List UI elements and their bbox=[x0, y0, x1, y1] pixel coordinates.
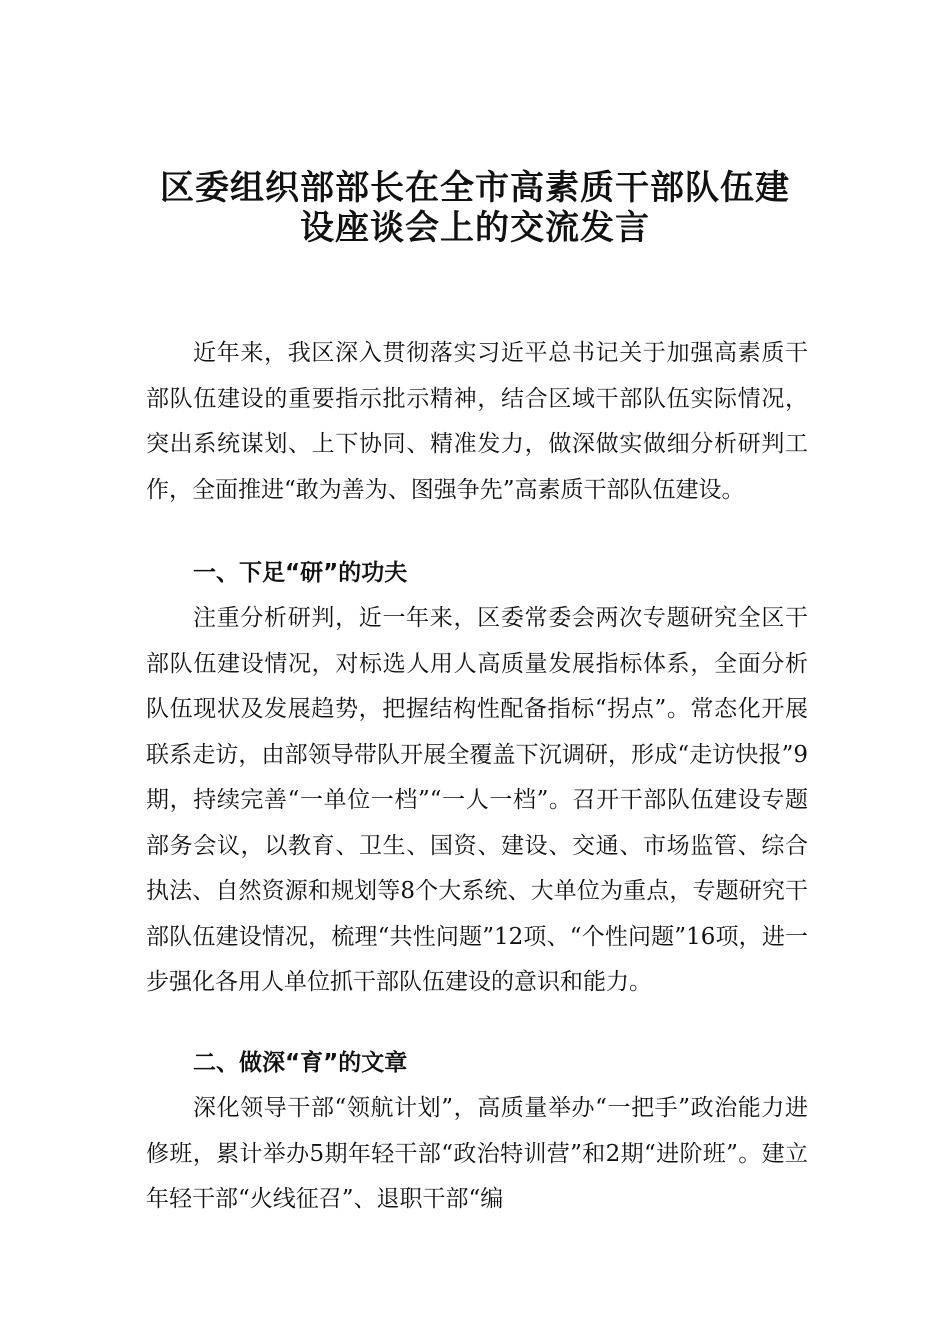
section-1-paragraph: 注重分析研判，近一年来，区委常委会两次专题研究全区干部队伍建设情况，对标选人用人高质量发展指标体系，全面分析队伍现状及发展趋势，把握结构性配备指标“拐点”。常态化开展联系走访，由部领导带队开展全覆盖下沉调研，形成“走访快报”9期，持续完善“一单位一档”“一人一档”。召开干部队伍建设专题部务会议，以教育、卫生、国资、建设、交通、市场监管、综合执法、自然资源和规划等8个大系统、大单位为重点，专题研究干部队伍建设情况，梳理“共性问题”12项、“个性问题”16项，进一步强化各用人单位抓干部队伍建设的意识和能力。 bbox=[146, 605, 808, 995]
intro-paragraph: 近年来，我区深入贯彻落实习近平总书记关于加强高素质干部队伍建设的重要指示批示精神，结合区域干部队伍实际情况，突出系统谋划、上下协同、精准发力，做深做实做细分析研判工作，全面推进“敢为善为、图强争先”高素质干部队伍建设。 bbox=[146, 340, 808, 503]
section-1-heading: 一、下足“研”的功夫 bbox=[193, 560, 408, 586]
section-2-paragraph: 深化领导干部“领航计划”，高质量举办“一把手”政治能力进修班，累计举办5期年轻干部“政治特训营”和2期“进阶班”。建立年轻干部“火线征召”、退职干部“编 bbox=[146, 1095, 808, 1212]
document-title-line-2: 设座谈会上的交流发言 bbox=[300, 208, 650, 248]
section-2-heading: 二、做深“育”的文章 bbox=[193, 1050, 408, 1076]
document-title-line-1: 区委组织部部长在全市高素质干部队伍建 bbox=[160, 168, 790, 208]
